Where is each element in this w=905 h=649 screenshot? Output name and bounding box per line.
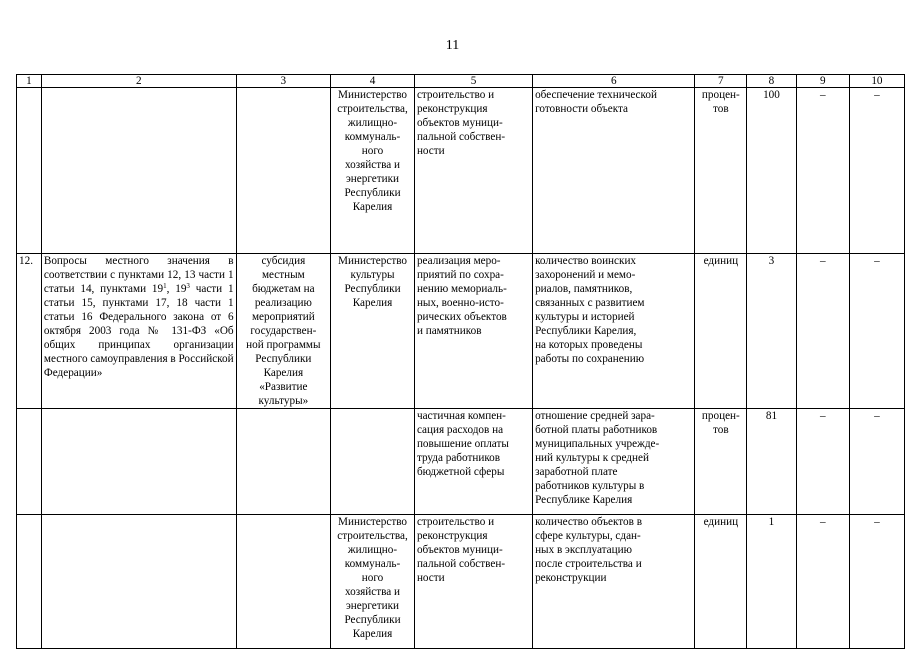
- activity-cell: частичная компен- сация расходов на повышение оплаты труда работников бюджетной сферы: [414, 409, 532, 515]
- table-row: [17, 515, 905, 649]
- ministry-cell: Министерство строительства, жилищно- коммуналь- ного хозяйства и энергетики Республики Карелия: [331, 88, 415, 254]
- unit-cell: процен- тов: [695, 409, 747, 515]
- table-cell: [41, 409, 236, 515]
- table-cell: [236, 409, 331, 515]
- unit-cell: единиц: [695, 515, 747, 649]
- value-cell: –: [796, 254, 849, 409]
- value-cell: –: [849, 254, 904, 409]
- column-number-cell: 6: [533, 75, 695, 88]
- table-cell: [331, 409, 415, 515]
- column-number-cell: 7: [695, 75, 747, 88]
- value-cell: 1: [747, 515, 796, 649]
- value-cell: –: [796, 409, 849, 515]
- unit-cell: единиц: [695, 254, 747, 409]
- table-row: [17, 254, 905, 409]
- column-number-cell: 10: [849, 75, 904, 88]
- superscript: 3: [186, 282, 190, 290]
- indicator-cell: количество воинских захоронений и мемо- риалов, памятников, связанных с развитием культуры и историей Республики Карелия, на которых проведены работы по сохранению: [533, 254, 695, 409]
- table-cell: [17, 515, 42, 649]
- issue-text-part: , 19: [166, 283, 187, 295]
- column-number-row: [17, 75, 905, 88]
- activity-cell: строительство и реконструкция объектов муници- пальной собствен- ности: [414, 515, 532, 649]
- table-cell: [236, 88, 331, 254]
- table-row: [17, 88, 905, 254]
- indicator-cell: количество объектов в сфере культуры, сдан- ных в эксплуатацию после строительства и реконструкции: [533, 515, 695, 649]
- value-cell: –: [796, 88, 849, 254]
- column-number-cell: 2: [41, 75, 236, 88]
- value-cell: 100: [747, 88, 796, 254]
- unit-cell: процен- тов: [695, 88, 747, 254]
- funding-cell: субсидия местным бюджетам на реализацию мероприятий государствен- ной программы Республики Карелия «Развитие культуры»: [236, 254, 331, 409]
- table-cell: [41, 88, 236, 254]
- activity-cell: строительство и реконструкция объектов муници- пальной собствен- ности: [414, 88, 532, 254]
- program-table: [16, 74, 905, 649]
- table-cell: [17, 88, 42, 254]
- column-number-cell: 4: [331, 75, 415, 88]
- activity-cell: реализация меро- приятий по сохра- нению мемориаль- ных, военно-исто- рических объектов и памятников: [414, 254, 532, 409]
- page-number: 11: [445, 38, 460, 53]
- value-cell: –: [796, 515, 849, 649]
- issue-text-part: Вопросы местного значения в соответствии с пунктами 12, 13 части 1 статьи 14, пунктами 19: [43, 255, 234, 295]
- table-cell: [41, 515, 236, 649]
- value-cell: –: [849, 515, 904, 649]
- value-cell: –: [849, 409, 904, 515]
- table-cell: [236, 515, 331, 649]
- value-cell: 81: [747, 409, 796, 515]
- column-number-cell: 8: [747, 75, 796, 88]
- column-number-cell: 1: [17, 75, 42, 88]
- ministry-cell: Министерство культуры Республики Карелия: [331, 254, 415, 409]
- indicator-cell: отношение средней зара- ботной платы работников муниципальных учрежде- ний культуры к средней заработной плате работников культуры в Республике Карелия: [533, 409, 695, 515]
- table-cell: [17, 409, 42, 515]
- column-number-cell: 9: [796, 75, 849, 88]
- table-row: [17, 409, 905, 515]
- value-cell: 3: [747, 254, 796, 409]
- column-number-cell: 3: [236, 75, 331, 88]
- indicator-cell: обеспечение технической готовности объекта: [533, 88, 695, 254]
- ministry-cell: Министерство строительства, жилищно- коммуналь- ного хозяйства и энергетики Республики Карелия: [331, 515, 415, 649]
- issue-text-part: части 1 статьи 15, пунктами 17, 18 части 1 статьи 16 Федерального закона от 6 октября 2003 года № 131-ФЗ «Об общих принципах организации местного самоуправления в Российской Федерации»: [43, 283, 234, 379]
- superscript: 1: [163, 282, 167, 290]
- value-cell: –: [849, 88, 904, 254]
- issue-description-cell: [41, 254, 236, 409]
- row-number-cell: 12.: [17, 254, 42, 409]
- column-number-cell: 5: [414, 75, 532, 88]
